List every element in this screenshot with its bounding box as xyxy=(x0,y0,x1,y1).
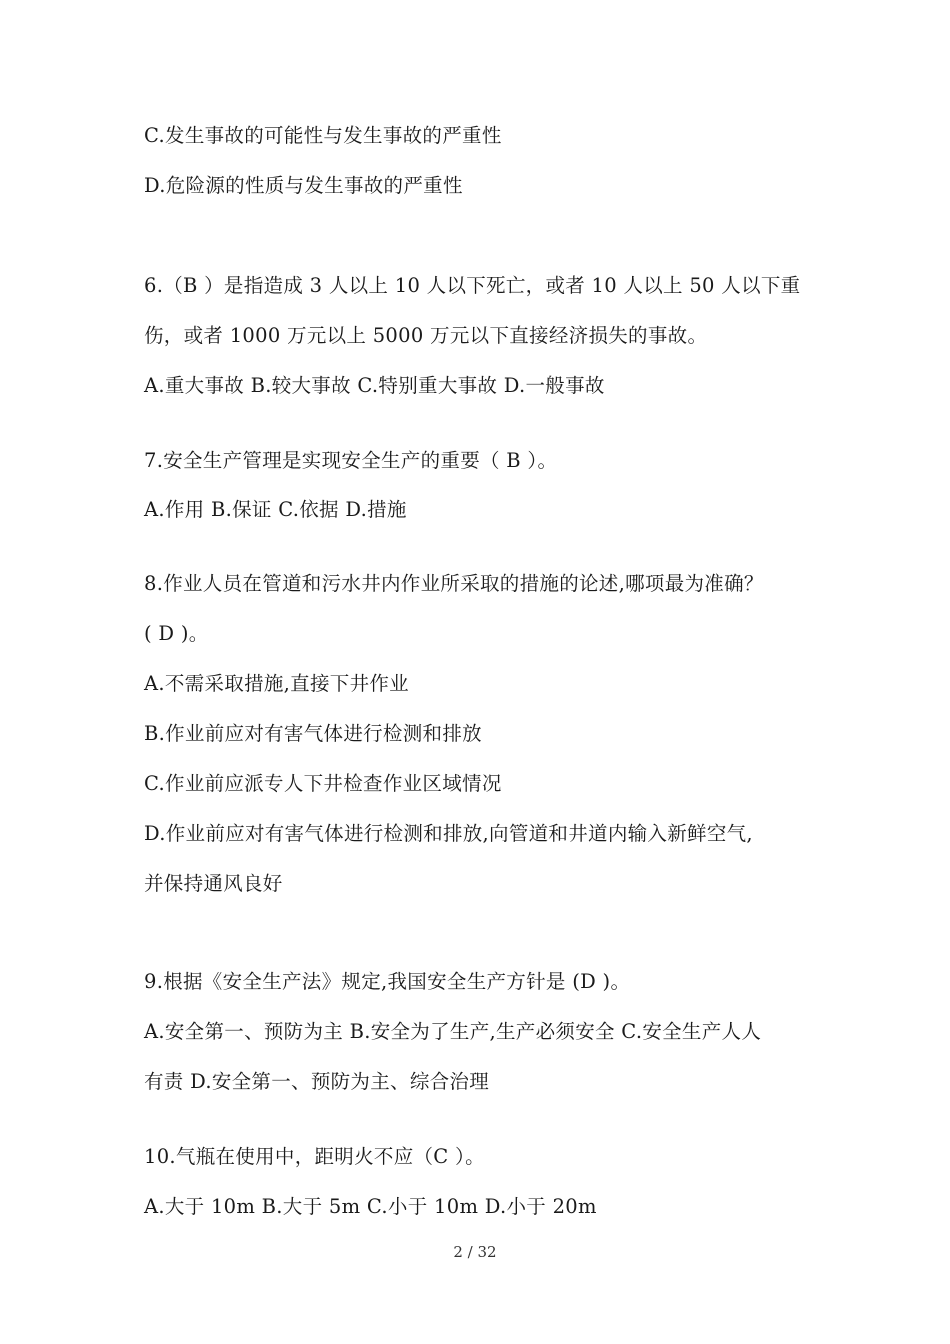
q9-options-line-2: 有责 D.安全第一、预防为主、综合治理 xyxy=(144,1070,490,1093)
q7-options: A.作用 B.保证 C.依据 D.措施 xyxy=(144,498,407,521)
q6-options: A.重大事故 B.较大事故 C.特别重大事故 D.一般事故 xyxy=(144,374,605,397)
q9-question: 9.根据《安全生产法》规定,我国安全生产方针是 (D )。 xyxy=(144,970,631,993)
q5-option-d: D.危险源的性质与发生事故的严重性 xyxy=(144,174,463,197)
q8-option-a: A.不需采取措施,直接下井作业 xyxy=(144,672,409,695)
q10-options: A.大于 10m B.大于 5m C.小于 10m D.小于 20m xyxy=(144,1195,597,1218)
q8-option-d-line-1: D.作业前应对有害气体进行检测和排放,向管道和井道内输入新鲜空气, xyxy=(144,822,753,845)
q8-option-d-line-2: 并保持通风良好 xyxy=(144,872,283,895)
q9-options-line-1: A.安全第一、预防为主 B.安全为了生产,生产必须安全 C.安全生产人人 xyxy=(144,1020,762,1043)
q6-question-line-2: 伤，或者 1000 万元以上 5000 万元以下直接经济损失的事故。 xyxy=(144,324,708,347)
q10-question: 10.气瓶在使用中，距明火不应（C ）。 xyxy=(144,1145,485,1168)
q7-question: 7.安全生产管理是实现安全生产的重要（ B ）。 xyxy=(144,449,558,472)
q8-option-c: C.作业前应派专人下井检查作业区域情况 xyxy=(144,772,502,795)
q6-question-line-1: 6.（B ）是指造成 3 人以上 10 人以下死亡，或者 10 人以上 50 人以下重 xyxy=(144,274,801,297)
q5-option-c: C.发生事故的可能性与发生事故的严重性 xyxy=(144,124,502,147)
q8-answer: ( D )。 xyxy=(144,622,209,645)
q8-question-line-1: 8.作业人员在管道和污水井内作业所采取的措施的论述,哪项最为准确？ xyxy=(144,572,764,595)
page-number: 2 / 32 xyxy=(453,1243,497,1261)
q8-option-b: B.作业前应对有害气体进行检测和排放 xyxy=(144,722,482,745)
